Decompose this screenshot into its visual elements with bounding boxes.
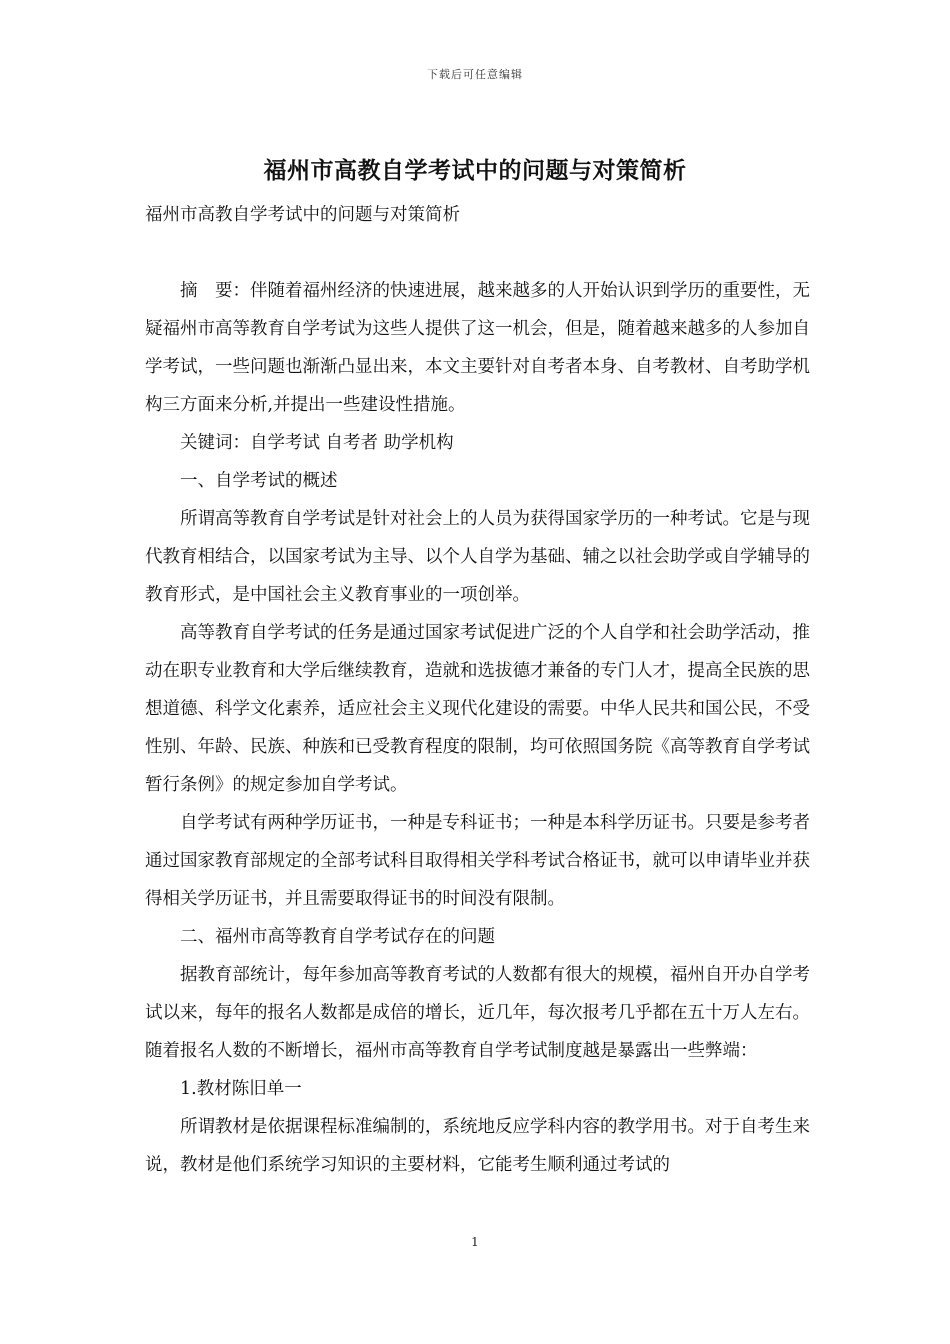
section-heading-1: 一、自学考试的概述 [180, 471, 338, 491]
subsection-heading-1: 1.教材陈旧单一 [180, 1079, 302, 1099]
keywords-line: 关键词：自学考试 自考者 助学机构 [180, 433, 454, 453]
body-paragraph: 高等教育自学考试的任务是通过国家考试促进广泛的个人自学和社会助学活动，推动在职专业教育和大学后继续教育，造就和选拔德才兼备的专门人才，提高全民族的思想道德、科学文化素养，适应社会主义现代化建设的需要。中华人民共和国公民，不受性别、年龄、民族、种族和已受教育程度的限制，均可依照国务院《高等教育自学考试暂行条例》的规定参加自学考试。 [145, 623, 810, 795]
page-number: 1 [471, 1235, 479, 1249]
abstract-paragraph: 摘 要：伴随着福州经济的快速进展，越来越多的人开始认识到学历的重要性，无疑福州市高等教育自学考试为这些人提供了这一机会，但是，随着越来越多的人参加自学考试，一些问题也渐渐凸显出来，本文主要针对自考者本身、自考教材、自考助学机构三方面来分析,并提出一些建设性措施。 [145, 281, 810, 415]
body-paragraph: 据教育部统计，每年参加高等教育考试的人数都有很大的规模，福州自开办自学考试以来，每年的报名人数都是成倍的增长，近几年，每次报考几乎都在五十万人左右。随着报名人数的不断增长，福州市高等教育自学考试制度越是暴露出一些弊端： [145, 965, 810, 1061]
document-body [145, 196, 810, 1184]
document-title: 福州市高教自学考试中的问题与对策简析 [263, 157, 687, 184]
body-paragraph: 所谓高等教育自学考试是针对社会上的人员为获得国家学历的一种考试。它是与现代教育相结合，以国家考试为主导、以个人自学为基础、辅之以社会助学或自学辅导的教育形式，是中国社会主义教育事业的一项创举。 [145, 509, 810, 605]
header-note: 下载后可任意编辑 [427, 68, 523, 81]
body-paragraph: 所谓教材是依据课程标准编制的，系统地反应学科内容的教学用书。对于自考生来说，教材是他们系统学习知识的主要材料，它能考生顺利通过考试的 [145, 1117, 810, 1175]
body-paragraph: 自学考试有两种学历证书，一种是专科证书；一种是本科学历证书。只要是参考者通过国家教育部规定的全部考试科目取得相关学科考试合格证书，就可以申请毕业并获得相关学历证书，并且需要取得证书的时间没有限制。 [145, 813, 810, 909]
document-subtitle: 福州市高教自学考试中的问题与对策简析 [145, 205, 460, 225]
section-heading-2: 二、福州市高等教育自学考试存在的问题 [180, 927, 495, 947]
